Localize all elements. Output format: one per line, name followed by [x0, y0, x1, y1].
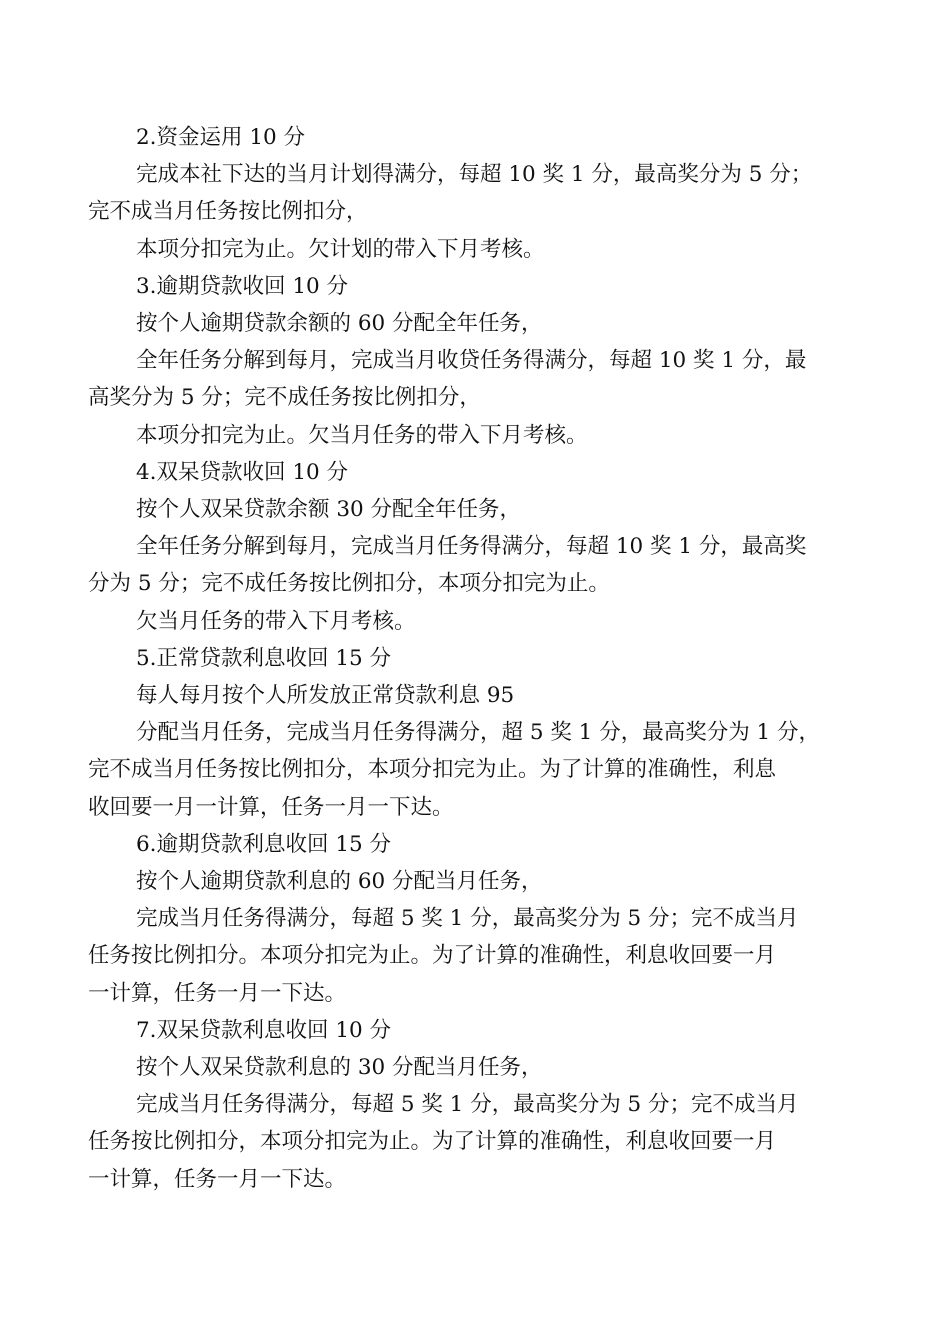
paragraph-line: 按个人双呆贷款余额 30 分配全年任务，	[136, 497, 522, 523]
paragraph-line: 任务按比例扣分，本项分扣完为止。为了计算的准确性，利息收回要一月	[88, 1129, 777, 1155]
paragraph-line: 全年任务分解到每月，完成当月收贷任务得满分，每超 10 奖 1 分，最	[136, 348, 807, 374]
section-heading-4: 4.双呆贷款收回 10 分	[136, 459, 349, 485]
paragraph-line: 全年任务分解到每月，完成当月任务得满分，每超 10 奖 1 分，最高奖	[136, 534, 807, 560]
paragraph-line: 按个人逾期贷款利息的 60 分配当月任务，	[136, 869, 543, 895]
section-heading-5: 5.正常贷款利息收回 15 分	[136, 645, 392, 671]
paragraph-line: 每人每月按个人所发放正常贷款利息 95	[136, 683, 515, 709]
paragraph-line: 完不成当月任务按比例扣分，	[88, 199, 368, 225]
document-body	[88, 119, 878, 1198]
paragraph-line: 收回要一月一计算，任务一月一下达。	[88, 794, 454, 820]
paragraph-line: 本项分扣完为止。欠当月任务的带入下月考核。	[136, 422, 588, 448]
paragraph-line: 完成当月任务得满分，每超 5 奖 1 分，最高奖分为 5 分；完不成当月	[136, 1092, 799, 1118]
paragraph-line: 欠当月任务的带入下月考核。	[136, 608, 416, 634]
section-heading-7: 7.双呆贷款利息收回 10 分	[136, 1017, 392, 1043]
section-heading-3: 3.逾期贷款收回 10 分	[136, 273, 349, 299]
section-heading-6: 6.逾期贷款利息收回 15 分	[136, 831, 392, 857]
paragraph-line: 按个人逾期贷款余额的 60 分配全年任务，	[136, 311, 543, 337]
paragraph-line: 任务按比例扣分。本项分扣完为止。为了计算的准确性，利息收回要一月	[88, 943, 777, 969]
paragraph-line: 分为 5 分；完不成任务按比例扣分，本项分扣完为止。	[88, 571, 610, 597]
paragraph-line: 分配当月任务，完成当月任务得满分，超 5 奖 1 分，最高奖分为 1 分，	[136, 720, 821, 746]
paragraph-line: 完成本社下达的当月计划得满分，每超 10 奖 1 分，最高奖分为 5 分；	[136, 162, 813, 188]
paragraph-line: 完不成当月任务按比例扣分，本项分扣完为止。为了计算的准确性，利息	[88, 757, 777, 783]
section-heading-2: 2.资金运用 10 分	[136, 125, 306, 150]
paragraph-line: 完成当月任务得满分，每超 5 奖 1 分，最高奖分为 5 分；完不成当月	[136, 906, 799, 932]
paragraph-line: 高奖分为 5 分；完不成任务按比例扣分，	[88, 385, 481, 411]
paragraph-line: 按个人双呆贷款利息的 30 分配当月任务，	[136, 1055, 543, 1081]
paragraph-line: 一计算，任务一月一下达。	[88, 980, 347, 1006]
paragraph-line: 本项分扣完为止。欠计划的带入下月考核。	[136, 236, 545, 262]
paragraph-line: 一计算，任务一月一下达。	[88, 1166, 347, 1192]
